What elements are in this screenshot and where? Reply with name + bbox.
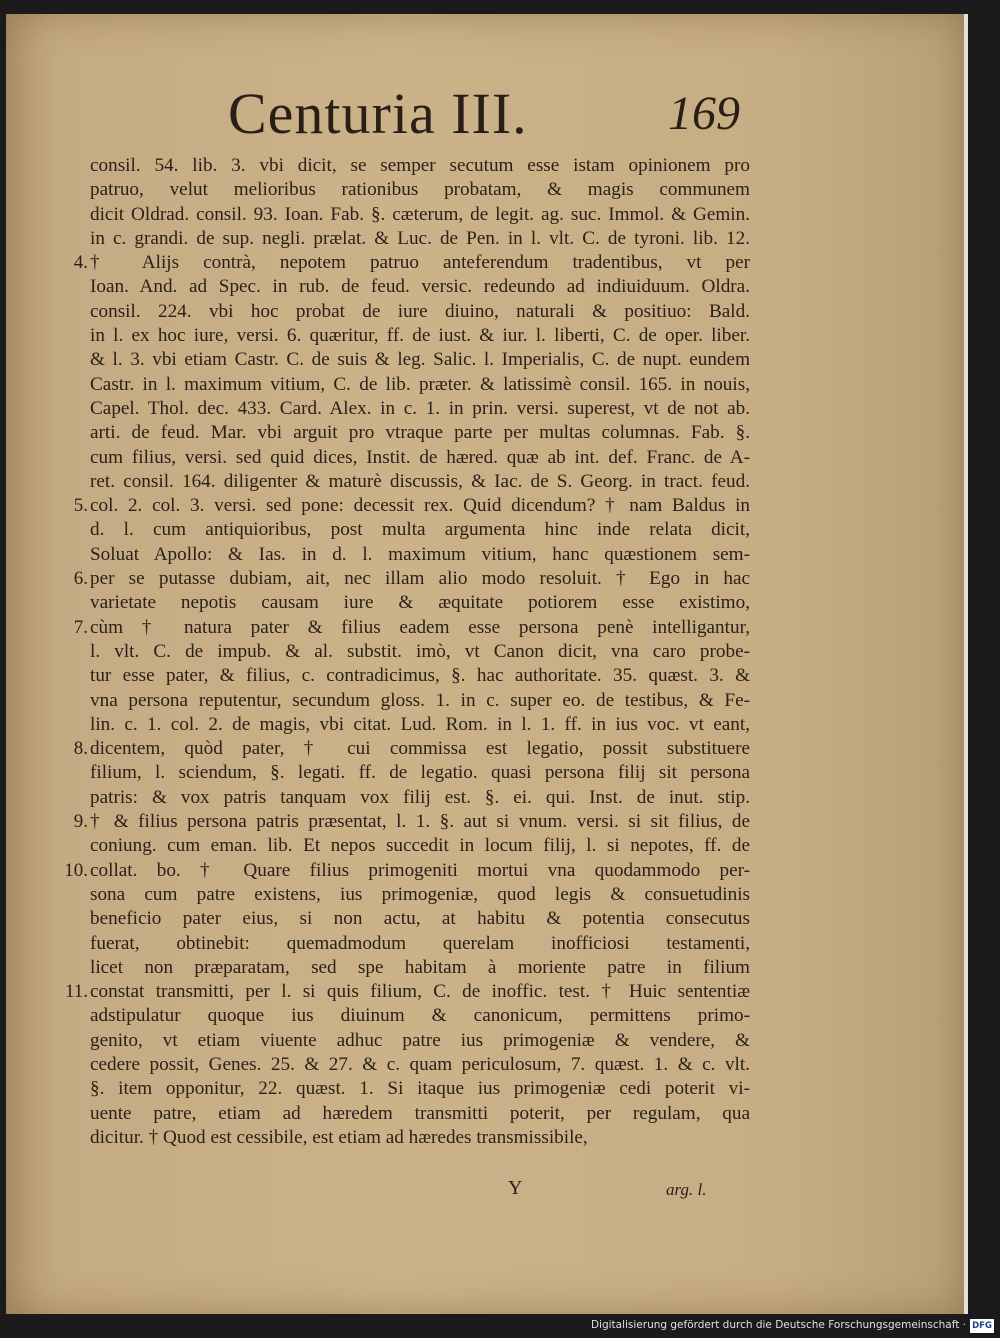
line-text: Soluat Apollo: & Ias. in d. l. maximum vitium, hanc quæstionem sem- <box>90 543 750 565</box>
text-line <box>73 567 750 591</box>
line-text: sona cum patre existens, ius primogeniæ, quod legis & consuetudinis <box>90 883 750 905</box>
body-text <box>64 154 750 1150</box>
text-line <box>90 203 750 227</box>
text-line <box>90 932 750 956</box>
line-text: in c. grandi. de sup. negli. prælat. & Luc. de Pen. in l. vlt. C. de tyroni. lib. 12. <box>90 227 750 249</box>
line-text: dicentem, quòd pater, † cui commissa est legatio, possit substituere <box>90 738 750 760</box>
text-line <box>73 494 750 518</box>
text-line <box>64 980 750 1004</box>
line-text: Castr. in l. maximum vitium, C. de lib. præter. & latissimè consil. 165. in nouis, <box>90 373 750 395</box>
line-text: patruo, velut melioribus rationibus probatam, & magis communem <box>90 179 750 201</box>
text-line <box>73 737 750 761</box>
text-line <box>90 689 750 713</box>
line-text: cum filius, versi. sed quid dices, Instit. de hæred. quæ ab int. def. Franc. de A- <box>90 446 750 468</box>
text-line <box>90 421 750 445</box>
line-text: † Alijs contrà, nepotem patruo anteferendum tradentibus, vt per <box>90 252 750 274</box>
line-text: in l. ex hoc iure, versi. 6. quæritur, ff. de iust. & iur. l. liberti, C. de oper. liber. <box>90 325 750 347</box>
dfg-logo-icon: DFG <box>970 1319 994 1333</box>
text-line <box>90 518 750 542</box>
line-text: coniung. cum eman. lib. Et nepos succedit in locum filij, l. si nepotes, ff. de <box>90 835 750 857</box>
funding-credit: Digitalisierung gefördert durch die Deutsche Forschungsgemeinschaft · <box>590 1319 966 1331</box>
line-text: genito, vt etiam viuente adhuc patre ius primogeniæ & vendere, & <box>90 1029 750 1051</box>
text-line <box>90 761 750 785</box>
margin-number: 5. <box>73 495 88 517</box>
text-line <box>90 1053 750 1077</box>
text-line <box>90 664 750 688</box>
line-text: adstipulatur quoque ius diuinum & canonicum, permittens primo- <box>90 1005 750 1027</box>
text-line <box>90 470 750 494</box>
line-text: §. item opponitur, 22. quæst. 1. Si itaque ius primogeniæ cedi poterit vi- <box>90 1078 750 1100</box>
line-text: cedere possit, Genes. 25. & 27. & c. quam periculosum, 7. quæst. 1. & c. vlt. <box>90 1053 750 1075</box>
line-text: Ioan. And. ad Spec. in rub. de feud. versic. redeundo ad indiuiduum. Oldra. <box>90 276 750 298</box>
text-line <box>90 1126 750 1150</box>
text-line <box>90 275 750 299</box>
line-text: consil. 54. lib. 3. vbi dicit, se semper secutum esse istam opinionem pro <box>90 155 750 176</box>
margin-number: 7. <box>73 616 88 638</box>
signature-mark: Y <box>508 1177 523 1199</box>
page-header <box>6 80 964 160</box>
margin-number: 8. <box>73 738 88 760</box>
page-edge <box>964 14 968 1314</box>
line-text: d. l. cum antiquioribus, post multa argumenta hinc inde relata dicit, <box>90 519 750 541</box>
line-text: per se putasse dubiam, ait, nec illam alio modo resoluit. † Ego in hac <box>90 568 750 590</box>
page-number: 169 <box>668 87 740 140</box>
text-line <box>90 713 750 737</box>
footer-bar <box>0 1316 1000 1338</box>
line-text: filium, l. sciendum, §. legati. ff. de legatio. quasi persona filij sit persona <box>90 762 750 784</box>
line-text: & l. 3. vbi etiam Castr. C. de suis & leg. Salic. l. Imperialis, C. de nupt. eundem <box>90 349 750 371</box>
line-text: varietate nepotis causam iure & æquitate potiorem esse existimo, <box>90 592 750 614</box>
line-text: tur esse pater, & filius, c. contradicimus, §. hac authoritate. 35. quæst. 3. & <box>90 665 750 687</box>
text-line <box>90 786 750 810</box>
line-text: fuerat, obtinebit: quemadmodum querelam inofficiosi testamenti, <box>90 932 750 954</box>
line-text: cùm † natura pater & filius eadem esse persona penè intelligantur, <box>90 616 750 638</box>
running-title: Centuria III. <box>228 81 528 146</box>
text-line <box>90 591 750 615</box>
text-line <box>90 1102 750 1126</box>
text-line <box>90 373 750 397</box>
line-text: vna persona reputentur, secundum gloss. 1. in c. super eo. de testibus, & Fe- <box>90 689 750 711</box>
text-line <box>90 300 750 324</box>
text-line <box>90 348 750 372</box>
margin-number: 11. <box>64 981 88 1003</box>
text-line <box>64 859 750 883</box>
text-line <box>90 178 750 202</box>
line-text: collat. bo. † Quare filius primogeniti mortui vna quodammodo per- <box>90 859 750 881</box>
line-text: constat transmitti, per l. si quis filium, C. de inoffic. test. † Huic sententiæ <box>90 981 750 1003</box>
text-line <box>73 616 750 640</box>
book-page <box>6 14 966 1314</box>
line-text: dicit Oldrad. consil. 93. Ioan. Fab. §. cæterum, de legit. ag. suc. Immol. & Gemin. <box>90 203 750 225</box>
line-text: licet non præparatam, sed spe habitam à moriente patre in filium <box>90 956 750 978</box>
text-line <box>73 251 750 275</box>
line-text: lin. c. 1. col. 2. de magis, vbi citat. Lud. Rom. in l. 1. ff. in ius voc. vt eant, <box>90 713 750 735</box>
margin-number: 6. <box>73 568 88 590</box>
text-line <box>90 640 750 664</box>
line-text: dicitur. † Quod est cessibile, est etiam ad hæredes transmissibile, <box>90 1126 588 1148</box>
text-line <box>90 907 750 931</box>
text-line <box>90 956 750 980</box>
text-line <box>90 446 750 470</box>
margin-number: 10. <box>64 859 88 881</box>
text-line <box>90 834 750 858</box>
line-text: beneficio pater eius, si non actu, at habitu & potentia consecutus <box>90 908 750 930</box>
text-line <box>90 1004 750 1028</box>
text-line <box>90 543 750 567</box>
line-text: Capel. Thol. dec. 433. Card. Alex. in c. 1. in prin. versi. superest, vt de not ab. <box>90 397 750 419</box>
line-text: uente patre, etiam ad hæredem transmitti poterit, per regulam, qua <box>90 1102 750 1124</box>
text-line <box>90 397 750 421</box>
text-line <box>90 227 750 251</box>
margin-number: 9. <box>73 811 88 833</box>
margin-number: 4. <box>73 252 88 274</box>
text-line <box>90 1077 750 1101</box>
line-text: † & filius persona patris præsentat, l. 1. §. aut si vnum. versi. si sit filius, de <box>90 811 750 833</box>
line-text: consil. 224. vbi hoc probat de iure diuino, naturali & positiuo: Bald. <box>90 300 750 322</box>
text-line <box>90 883 750 907</box>
text-line <box>90 1029 750 1053</box>
text-line <box>90 324 750 348</box>
line-text: arti. de feud. Mar. vbi arguit pro vtraque parte per multas columnas. Fab. §. <box>90 422 750 444</box>
line-text: col. 2. col. 3. versi. sed pone: decessit rex. Quid dicendum? † nam Baldus in <box>90 495 750 517</box>
line-text: l. vlt. C. de impub. & al. substit. imò, vt Canon dicit, vna caro probe- <box>90 640 750 662</box>
catchword: arg. l. <box>666 1180 707 1199</box>
line-text: patris: & vox patris tanquam vox filij est. §. ei. qui. Inst. de inut. stip. <box>90 786 750 808</box>
text-line <box>90 154 750 178</box>
text-line <box>73 810 750 834</box>
line-text: ret. consil. 164. diligenter & maturè discussis, & Iac. de S. Georg. in tract. feud. <box>90 470 750 492</box>
